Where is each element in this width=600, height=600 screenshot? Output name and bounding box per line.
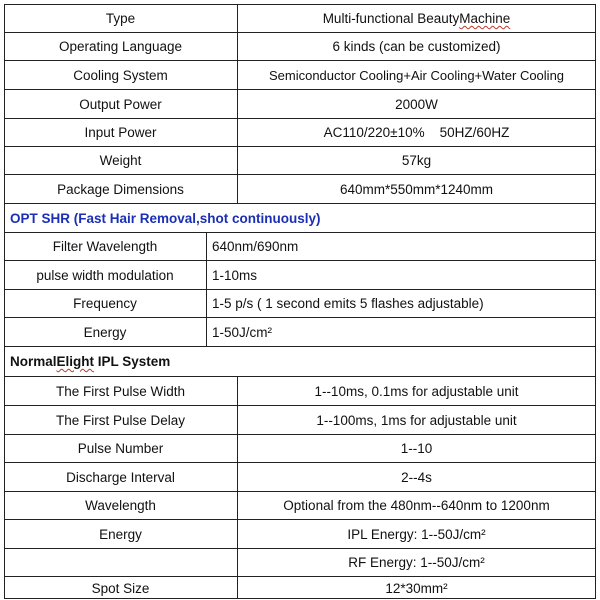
ipl-label-empty xyxy=(4,549,237,576)
ipl-row xyxy=(4,548,596,576)
value-output-power: 2000W xyxy=(395,96,438,112)
label-cooling: Cooling System xyxy=(73,67,168,83)
section-shr-title: OPT SHR (Fast Hair Removal,shot continuously) xyxy=(10,210,321,226)
ipl-label-first-pulse-delay: The First Pulse Delay xyxy=(55,412,186,428)
value-type: Multi-functional Beauty Machine xyxy=(322,11,511,26)
shr-row xyxy=(4,289,596,317)
ipl-label-spot-size: Spot Size xyxy=(91,580,150,596)
ipl-row xyxy=(4,462,596,491)
spec-table xyxy=(4,4,596,599)
ipl-label-pulse-number: Pulse Number xyxy=(77,441,164,456)
value-language: 6 kinds (can be customized) xyxy=(332,39,501,54)
ipl-label-energy: Energy xyxy=(99,526,142,542)
shr-row xyxy=(4,232,596,260)
value-package: 640mm*550mm*1240mm xyxy=(339,181,494,197)
ipl-row xyxy=(4,576,596,599)
label-language: Operating Language xyxy=(58,39,183,54)
row-cooling xyxy=(4,60,596,89)
ipl-row xyxy=(4,376,596,405)
ipl-value-ipl-energy: IPL Energy: 1--50J/cm² xyxy=(347,526,486,542)
shr-value-frequency: 1-5 p/s ( 1 second emits 5 flashes adjustable) xyxy=(212,296,484,311)
ipl-value-first-pulse-width: 1--10ms, 0.1ms for adjustable unit xyxy=(314,383,519,399)
row-type xyxy=(4,4,596,32)
label-output-power: Output Power xyxy=(79,96,162,112)
row-input-power xyxy=(4,118,596,146)
ipl-row xyxy=(4,405,596,434)
label-weight: Weight xyxy=(99,153,142,168)
ipl-row xyxy=(4,491,596,519)
ipl-label-first-pulse-width: The First Pulse Width xyxy=(55,383,186,399)
section-shr xyxy=(4,203,596,232)
ipl-value-spot-size: 12*30mm² xyxy=(385,580,448,596)
ipl-value-rf-energy: RF Energy: 1--50J/cm² xyxy=(348,555,485,570)
row-language xyxy=(4,32,596,60)
shr-value-filter-wavelength: 640nm/690nm xyxy=(212,239,299,254)
shr-value-energy: 1-50J/cm² xyxy=(212,324,273,340)
section-ipl xyxy=(4,346,596,376)
ipl-value-first-pulse-delay: 1--100ms, 1ms for adjustable unit xyxy=(316,412,517,428)
row-package xyxy=(4,174,596,203)
label-input-power: Input Power xyxy=(84,125,157,140)
label-package: Package Dimensions xyxy=(57,181,184,197)
row-output-power xyxy=(4,89,596,118)
value-weight: 57kg xyxy=(401,153,432,168)
value-input-power: AC110/220±10% 50HZ/60HZ xyxy=(323,125,510,140)
row-weight xyxy=(4,146,596,174)
ipl-row xyxy=(4,434,596,462)
shr-row xyxy=(4,317,596,346)
ipl-row xyxy=(4,519,596,548)
shr-value-pulse-width-modulation: 1-10ms xyxy=(212,267,258,283)
ipl-value-wavelength: Optional from the 480nm--640nm to 1200nm xyxy=(283,498,550,513)
shr-label-filter-wavelength: Filter Wavelength xyxy=(52,239,158,254)
shr-label-energy: Energy xyxy=(83,324,127,340)
ipl-label-wavelength: Wavelength xyxy=(85,498,156,513)
value-cooling: Semiconductor Cooling+Air Cooling+Water Cooling xyxy=(268,67,565,83)
shr-label-frequency: Frequency xyxy=(73,296,137,311)
ipl-value-pulse-number: 1--10 xyxy=(400,441,433,456)
shr-label-pulse-width-modulation: pulse width modulation xyxy=(36,267,174,283)
ipl-label-discharge-interval: Discharge Interval xyxy=(66,469,175,485)
ipl-value-discharge-interval: 2--4s xyxy=(401,469,432,485)
label-type: Type xyxy=(105,11,136,26)
section-ipl-title: Normal Elight IPL System xyxy=(10,354,171,369)
shr-row xyxy=(4,260,596,289)
